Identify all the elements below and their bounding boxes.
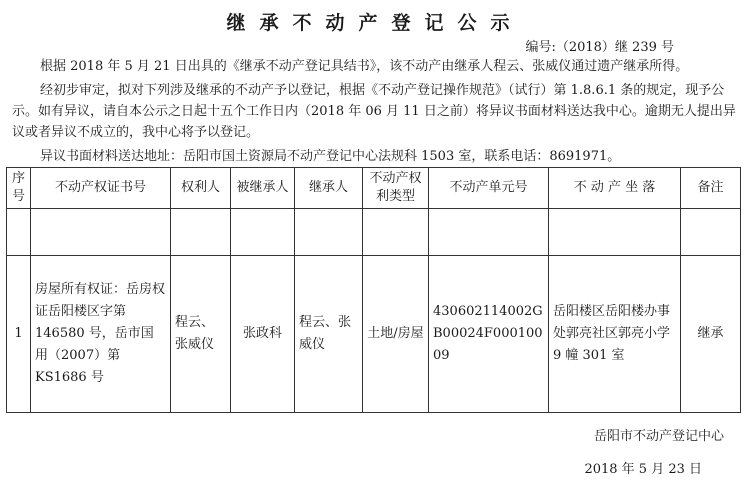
paragraph-objection-notice: 经初步审定，拟对下列涉及继承的不动产予以登记，根据《不动产登记操作规范》（试行）第 1.8.6.1 条的规定，现予公示。如有异议，请自本公示之日起十五个工作日内（2018 年 06 月 11 日之前）将异议书面材料送达我中心。逾期无人提出异议或者异议不成立的，我中心将予以登记。 bbox=[12, 83, 736, 140]
property-table bbox=[6, 167, 741, 413]
header-heir: 继承人 bbox=[295, 168, 363, 209]
header-remark: 备注 bbox=[681, 168, 741, 209]
cell-heir: 程云、张威仪 bbox=[295, 256, 363, 413]
document-number: 编号:（2018）继 239 号 bbox=[525, 40, 674, 55]
cell-owner: 程云、张威仪 bbox=[171, 256, 231, 413]
issue-date: 2018 年 5 月 23 日 bbox=[584, 462, 702, 477]
header-deceased: 被继承人 bbox=[231, 168, 295, 209]
table-spacer-row bbox=[7, 209, 741, 256]
notice-title: 继承不动产登记公示 bbox=[226, 12, 524, 34]
cell-seq: 1 bbox=[7, 256, 31, 413]
cell-unit-no: 430602114002GB00024F00010009 bbox=[429, 256, 549, 413]
paragraph-objection-address: 异议书面材料送达地址：岳阳市国土资源局不动产登记中心法规科 1503 室，联系电话：8691971。 bbox=[40, 149, 621, 164]
cell-remark: 继承 bbox=[681, 256, 741, 413]
paragraph-inheritance-basis: 根据 2018 年 5 月 21 日出具的《继承不动产登记具结书》，该不动产由继承人程云、张威仪通过遗产继承所得。 bbox=[40, 59, 689, 74]
table-row bbox=[7, 256, 741, 413]
cell-location: 岳阳楼区岳阳楼办事处郭亮社区郭亮小学 9 幢 301 室 bbox=[549, 256, 681, 413]
header-unit-no: 不动产单元号 bbox=[429, 168, 549, 209]
header-right-type: 不动产权利类型 bbox=[363, 168, 429, 209]
cell-deceased: 张政科 bbox=[231, 256, 295, 413]
cell-right-type: 土地/房屋 bbox=[363, 256, 429, 413]
header-owner: 权利人 bbox=[171, 168, 231, 209]
issuing-organization: 岳阳市不动产登记中心 bbox=[593, 429, 724, 444]
header-location: 不 动 产 坐 落 bbox=[549, 168, 681, 209]
table-header-row bbox=[7, 168, 741, 209]
header-cert-no: 不动产权证书号 bbox=[31, 168, 171, 209]
cell-cert-no: 房屋所有权证：岳房权证岳阳楼区字第 146580 号，岳市国用（2007）第 KS1686 号 bbox=[31, 256, 171, 413]
header-seq: 序号 bbox=[7, 168, 31, 209]
